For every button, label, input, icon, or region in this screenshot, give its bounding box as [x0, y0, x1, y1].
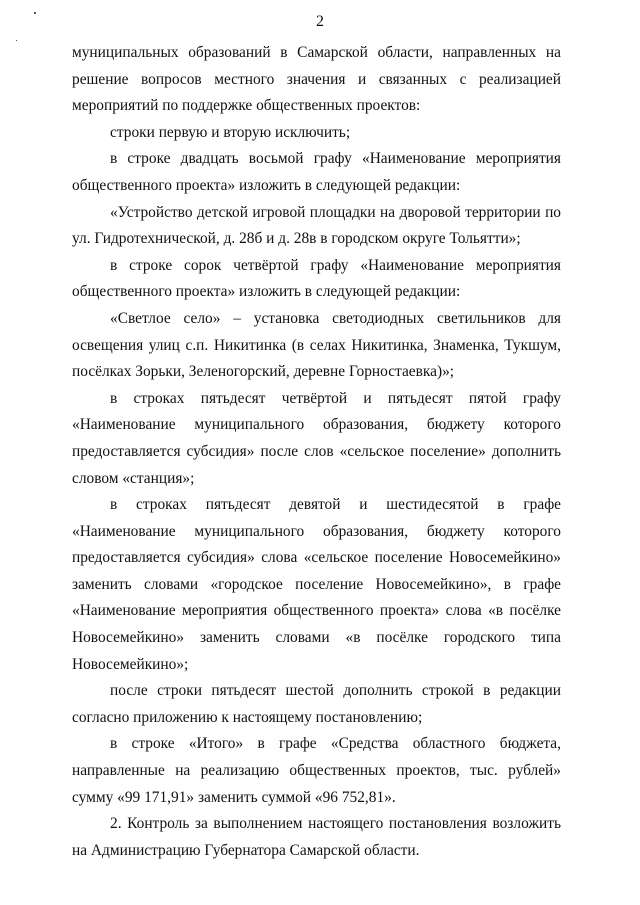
text-line: муниципального образования, бюджету которого предоставляется — [72, 522, 561, 567]
text-line: мероприятия общественного проекта» слова «в посёлке Новосемейкино» — [72, 602, 561, 647]
text-line: общественного проекта» изложить в следующей редакции: — [72, 283, 461, 301]
text-line: заменить словами «в посёлке городского типа Новосемейкино»; — [72, 629, 561, 673]
paragraph-intro-continuation — [72, 40, 561, 120]
paragraph-row-44 — [72, 253, 561, 306]
text-line: после строки пятьдесят шестой дополнить строкой в редакции — [110, 682, 561, 700]
text-line: муниципальных образований в Самарской области, направленных на — [72, 44, 561, 61]
text-line: предоставляется субсидия» после слов «сельское поселение» дополнить — [72, 442, 561, 460]
paragraph-rows-59-60 — [72, 492, 561, 678]
text-line: субсидия» слова «сельское поселение Новосемейкино» заменить словами — [72, 549, 561, 593]
paragraph-total-row — [72, 731, 561, 811]
text-line: в строках пятьдесят четвёртой и пятьдесят пятой графу — [110, 389, 561, 407]
scan-speck — [16, 40, 17, 41]
paragraph-after-row-56 — [72, 678, 561, 731]
page-number: 2 — [316, 13, 324, 30]
paragraph-rows-54-55 — [72, 386, 561, 492]
text-line: на Администрацию Губернатора Самарской области. — [72, 841, 420, 859]
paragraph-row-28-text — [72, 200, 561, 253]
text-line: «Устройство детской игровой площадки на дворовой территории по — [110, 203, 561, 221]
paragraph-control-clause — [72, 811, 561, 864]
paragraph-row-28 — [72, 146, 561, 199]
text-line: посёлках Зорьки, Зеленогорский, деревне Горностаевка)»; — [72, 363, 455, 381]
document-body — [72, 40, 561, 864]
text-line: в строке сорок четвёртой графу «Наименование мероприятия — [110, 256, 561, 274]
text-line: 2. Контроль за выполнением настоящего постановления возложить — [110, 815, 561, 833]
text-line: в строке «Итого» в графе «Средства областного бюджета, — [110, 735, 561, 753]
text-line: «Светлое село» – установка светодиодных светильников для — [110, 309, 561, 327]
text-line: мероприятий по поддержке общественных проектов: — [72, 97, 421, 115]
text-line: «99 171,91» заменить суммой «96 752,81». — [117, 788, 396, 806]
text-line: строки первую и вторую исключить; — [110, 123, 351, 141]
text-line: согласно приложению к настоящему постановлению; — [72, 708, 423, 726]
text-line: освещения улиц с.п. Никитинка (в селах Никитинка, Знаменка, Тукшум, — [72, 336, 561, 354]
paragraph-delete-rows — [72, 120, 561, 147]
text-line: «Наименование муниципального образования, бюджету которого — [72, 416, 561, 434]
text-line: направленные на реализацию общественных проектов, тыс. рублей» сумму — [72, 762, 561, 806]
text-line: в строке двадцать восьмой графу «Наименование мероприятия — [110, 150, 561, 168]
paragraph-row-44-text — [72, 306, 561, 386]
text-line: «городское поселение Новосемейкино», в графе «Наименование — [72, 575, 561, 620]
text-line: в строках пятьдесят девятой и шестидесятой в графе «Наименование — [72, 496, 561, 540]
text-line: ул. Гидротехнической, д. 28б и д. 28в в городском округе Тольятти»; — [72, 230, 521, 248]
text-line: решение вопросов местного значения и связанных с реализацией — [72, 70, 561, 88]
text-line: словом «станция»; — [72, 469, 195, 487]
text-line: общественного проекта» изложить в следующей редакции: — [72, 176, 461, 194]
